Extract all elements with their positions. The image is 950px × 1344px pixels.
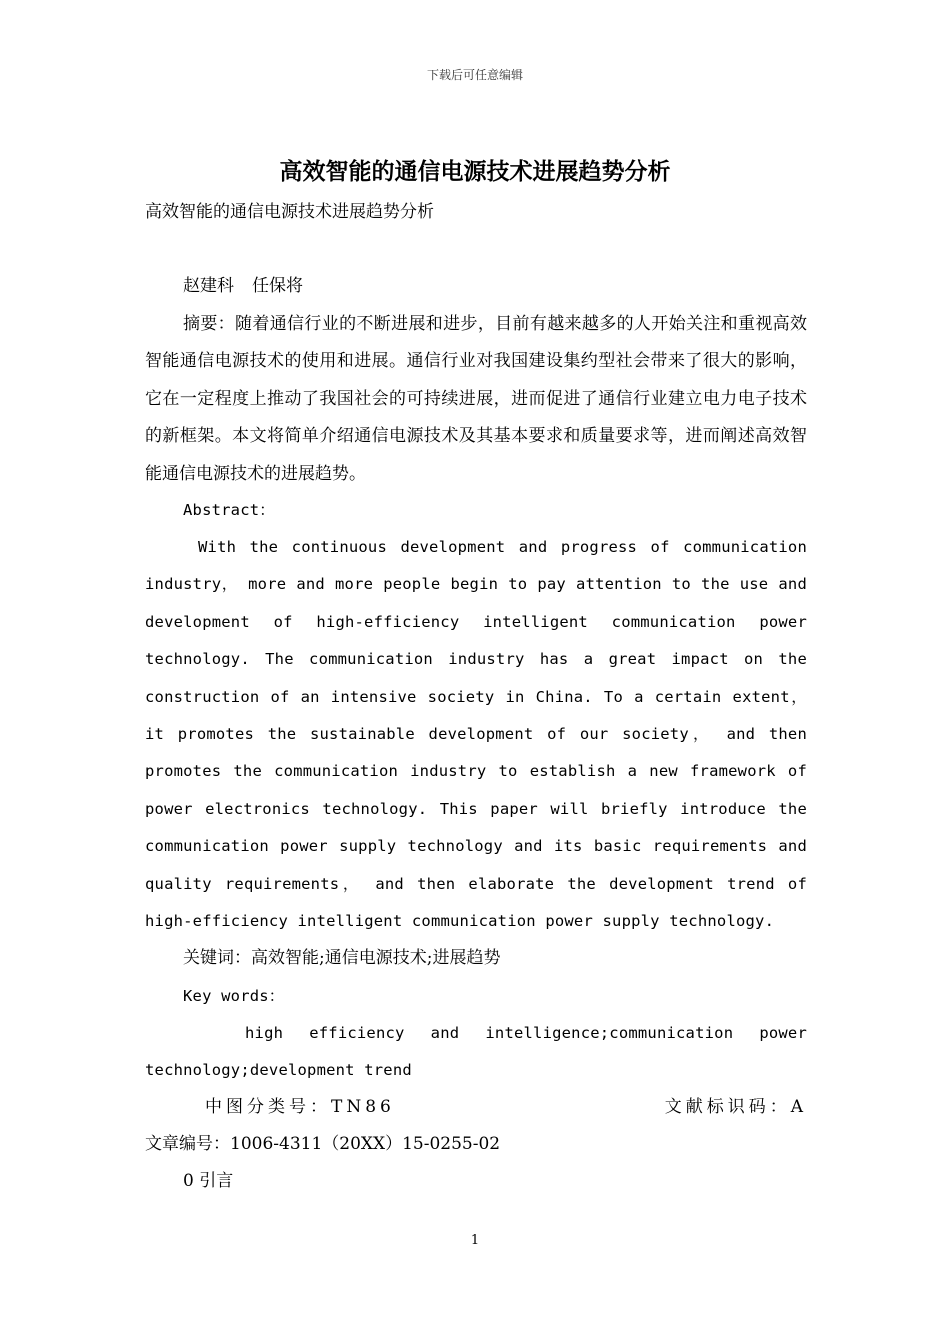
author-name: 赵建科	[183, 276, 234, 296]
document-subtitle: 高效智能的通信电源技术进展趋势分析	[145, 202, 434, 222]
page-number: 1	[470, 1233, 480, 1248]
abstract-chinese: 摘要：随着通信行业的不断进展和进步，目前有越来越多的人开始关注和重视高效智能通信电源技术的使用和进展。通信行业对我国建设集约型社会带来了很大的影响，它在一定程度上推动了我国社会的可持续进展，进而促进了通信行业建立电力电子技术的新框架。本文将简单介绍通信电源技术及其基本要求和质量要求等，进而阐述高效智能通信电源技术的进展趋势。	[145, 314, 807, 484]
classification-row	[145, 1089, 807, 1126]
keywords-english-label: Key words：	[183, 987, 285, 1005]
abstract-english-label: Abstract：	[183, 501, 275, 519]
header-note: 下载后可任意编辑	[426, 68, 523, 82]
keywords-english: high efficiency and intelligence;communication power technology;development trend	[145, 1024, 807, 1080]
article-number: 文章编号：1006-4311（20XX）15-0255-02	[145, 1134, 501, 1155]
classification-number: 中图分类号：TN86	[205, 1097, 395, 1117]
keywords-chinese: 关键词：高效智能;通信电源技术;进展趋势	[183, 948, 501, 968]
abstract-english: With the continuous development and progress of communication industry， more and more people begin to pay attention to the use and development of high-efficiency intelligent communication power technology. The communication industry has a great impact on the construction of an intensive society in China. To a certain extent， it promotes the sustainable development of our society， and then promotes the communication industry to establish a new framework of power electronics technology. This paper will briefly introduce the communication power supply technology and its basic requirements and quality requirements， and then elaborate the development trend of high-efficiency intelligent communication power supply technology.	[145, 538, 807, 931]
document-title: 高效智能的通信电源技术进展趋势分析	[279, 159, 671, 185]
classification-block	[145, 1089, 807, 1164]
author-name: 任保将	[252, 276, 303, 296]
author-line	[145, 268, 807, 305]
section-heading: 0 引言	[183, 1171, 234, 1191]
document-code: 文献标识码：A	[664, 1097, 807, 1117]
